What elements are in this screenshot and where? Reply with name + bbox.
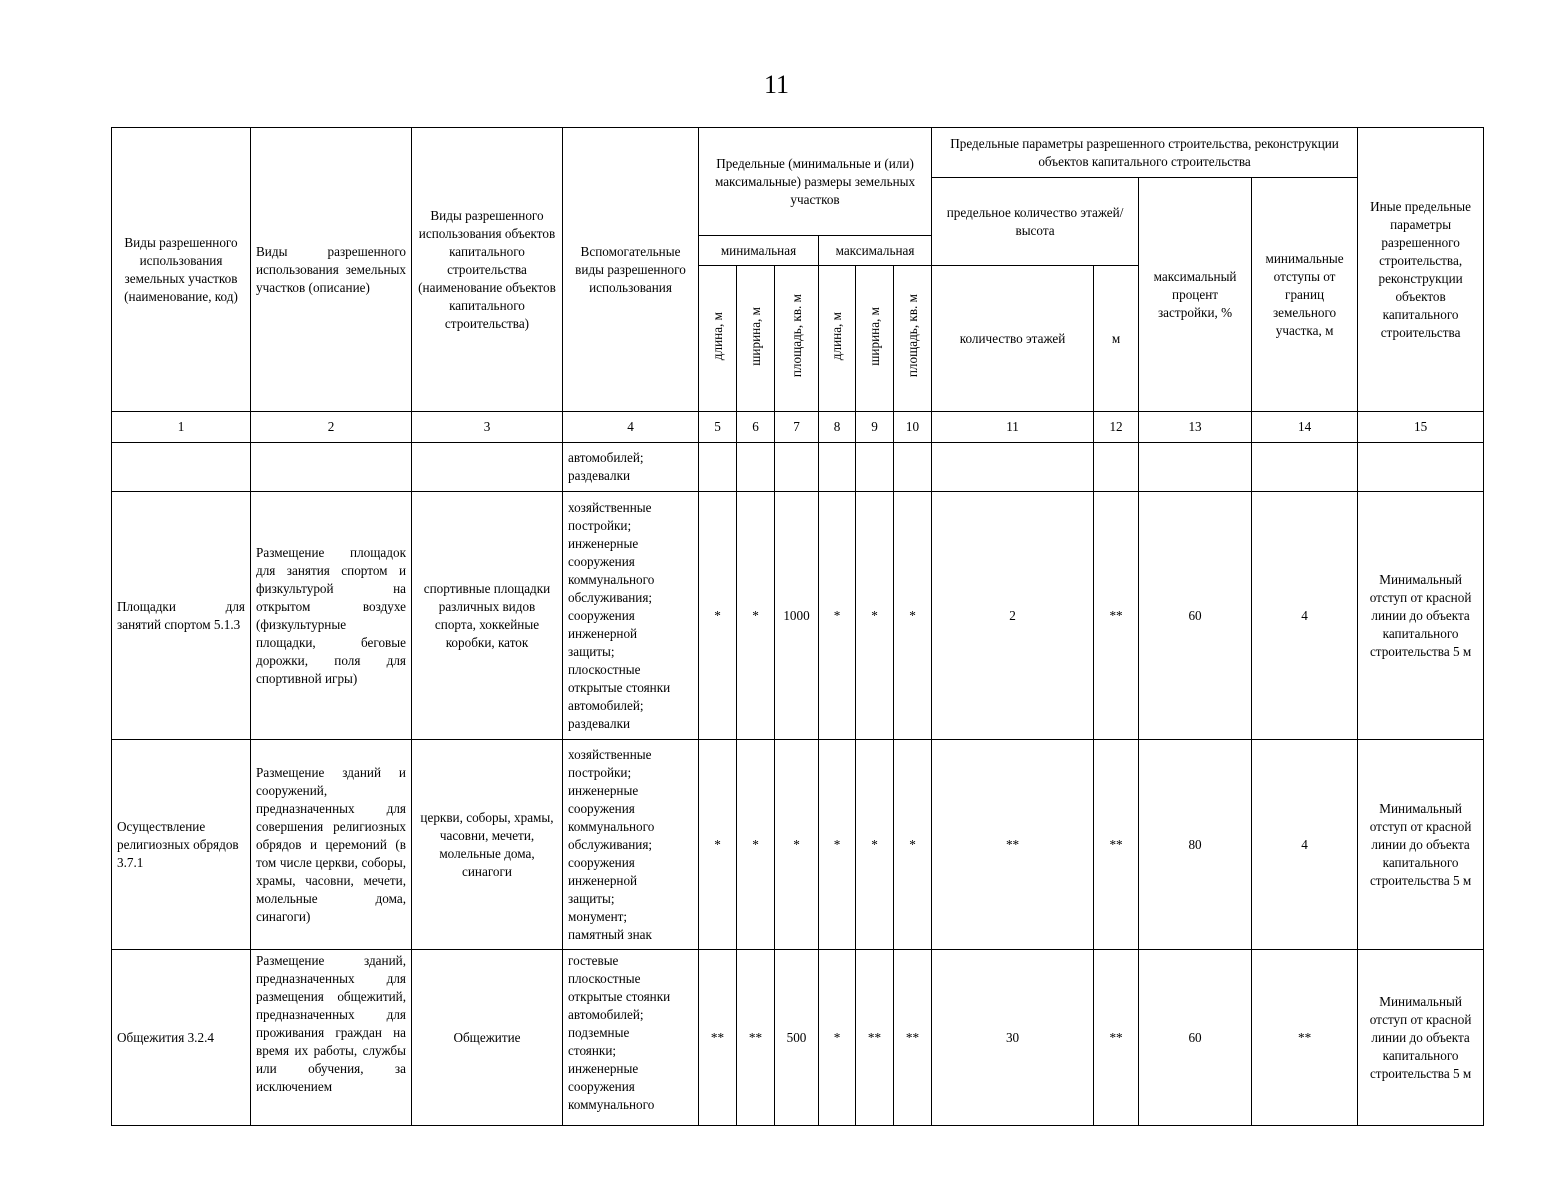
- cell-land-use: [112, 443, 251, 492]
- cell-max-area: [894, 443, 932, 492]
- col-number: 9: [856, 412, 894, 443]
- col-number: 13: [1139, 412, 1252, 443]
- cell-min-area: 500: [775, 950, 819, 1126]
- cell-land-use: Площадки для занятий спортом 5.1.3: [112, 492, 251, 740]
- cell-description: Размещение зданий, предназначенных для размещения общежитий, предназначенных для проживания граждан на время их работы, службы или обучения, за исключением: [251, 950, 412, 1126]
- table-row: [112, 950, 1484, 1126]
- table-row: [112, 740, 1484, 950]
- cell-land-use: Осуществление религиозных обрядов 3.7.1: [112, 740, 251, 950]
- cell-min-length: [699, 443, 737, 492]
- cell-setbacks: [1252, 443, 1358, 492]
- header-min-setbacks: минимальные отступы от границ земельного участка, м: [1252, 178, 1358, 412]
- header-other-params: Иные предельные параметры разрешенного строительства, реконструкции объектов капитального строительства: [1358, 128, 1484, 412]
- regulations-table: [111, 127, 1484, 1126]
- cell-min-length: *: [699, 492, 737, 740]
- cell-min-width: **: [737, 950, 775, 1126]
- col-number: 3: [412, 412, 563, 443]
- col-number: 6: [737, 412, 775, 443]
- header-building-params: Предельные параметры разрешенного строительства, реконструкции объектов капитального строительства: [932, 128, 1358, 178]
- cell-building-use: Общежитие: [412, 950, 563, 1126]
- header-minimum: минимальная: [699, 236, 819, 266]
- header-max-area: площадь, кв. м: [894, 266, 932, 412]
- cell-description: Размещение площадок для занятия спортом и физкультурой на открытом воздухе (физкультурные площадки, беговые дорожки, поля для спортивной игры): [251, 492, 412, 740]
- cell-max-width: **: [856, 950, 894, 1126]
- cell-min-width: *: [737, 740, 775, 950]
- table-row: [112, 443, 1484, 492]
- cell-min-width: [737, 443, 775, 492]
- header-row-1: [112, 128, 1484, 178]
- cell-building-use: церкви, соборы, храмы, часовни, мечети, молельные дома, синагоги: [412, 740, 563, 950]
- header-maximum: максимальная: [819, 236, 932, 266]
- header-auxiliary-use: Вспомогательные виды разрешенного использования: [563, 128, 699, 412]
- header-building-use: Виды разрешенного использования объектов капитального строительства (наименование объектов капитального строительства): [412, 128, 563, 412]
- col-number: 12: [1094, 412, 1139, 443]
- col-number: 2: [251, 412, 412, 443]
- cell-min-width: *: [737, 492, 775, 740]
- cell-max-length: [819, 443, 856, 492]
- cell-max-width: *: [856, 492, 894, 740]
- header-floors-count: количество этажей: [932, 266, 1094, 412]
- cell-min-area: [775, 443, 819, 492]
- cell-setbacks: **: [1252, 950, 1358, 1126]
- cell-building-use: [412, 443, 563, 492]
- cell-max-area: *: [894, 740, 932, 950]
- cell-max-length: *: [819, 740, 856, 950]
- header-land-use-description: Виды разрешенного использования земельных участков (описание): [251, 128, 412, 412]
- cell-min-area: 1000: [775, 492, 819, 740]
- cell-setbacks: 4: [1252, 492, 1358, 740]
- cell-description: [251, 443, 412, 492]
- cell-max-percent: 60: [1139, 492, 1252, 740]
- header-max-percent: максимальный процент застройки, %: [1139, 178, 1252, 412]
- col-number: 7: [775, 412, 819, 443]
- column-number-row: [112, 412, 1484, 443]
- cell-land-use: Общежития 3.2.4: [112, 950, 251, 1126]
- cell-height: **: [1094, 740, 1139, 950]
- cell-other: Минимальный отступ от красной линии до объекта капитального строительства 5 м: [1358, 492, 1484, 740]
- cell-max-length: *: [819, 492, 856, 740]
- cell-other: Минимальный отступ от красной линии до объекта капитального строительства 5 м: [1358, 950, 1484, 1126]
- header-min-length: длина, м: [699, 266, 737, 412]
- col-number: 5: [699, 412, 737, 443]
- cell-floors: 30: [932, 950, 1094, 1126]
- page-number: 11: [763, 70, 790, 99]
- cell-other: [1358, 443, 1484, 492]
- header-min-area: площадь, кв. м: [775, 266, 819, 412]
- cell-min-area: *: [775, 740, 819, 950]
- cell-height: [1094, 443, 1139, 492]
- cell-max-width: [856, 443, 894, 492]
- cell-floors: **: [932, 740, 1094, 950]
- cell-floors: [932, 443, 1094, 492]
- col-number: 15: [1358, 412, 1484, 443]
- cell-max-percent: 60: [1139, 950, 1252, 1126]
- cell-height: **: [1094, 950, 1139, 1126]
- col-number: 1: [112, 412, 251, 443]
- cell-max-length: *: [819, 950, 856, 1126]
- cell-max-area: *: [894, 492, 932, 740]
- header-floors-height: предельное количество этажей/высота: [932, 178, 1139, 266]
- cell-max-width: *: [856, 740, 894, 950]
- header-min-width: ширина, м: [737, 266, 775, 412]
- header-plot-sizes: Предельные (минимальные и (или) максимальные) размеры земельных участков: [699, 128, 932, 236]
- cell-max-percent: [1139, 443, 1252, 492]
- col-number: 4: [563, 412, 699, 443]
- cell-setbacks: 4: [1252, 740, 1358, 950]
- cell-min-length: *: [699, 740, 737, 950]
- cell-max-area: **: [894, 950, 932, 1126]
- cell-min-length: **: [699, 950, 737, 1126]
- col-number: 14: [1252, 412, 1358, 443]
- cell-auxiliary: хозяйственные постройки; инженерные сооружения коммунального обслуживания; сооружения инженерной защиты; плоскостные открытые стоянки автомобилей; раздевалки: [563, 492, 699, 740]
- header-max-length: длина, м: [819, 266, 856, 412]
- cell-auxiliary: автомобилей; раздевалки: [563, 443, 699, 492]
- cell-building-use: спортивные площадки различных видов спорта, хоккейные коробки, каток: [412, 492, 563, 740]
- cell-max-percent: 80: [1139, 740, 1252, 950]
- col-number: 8: [819, 412, 856, 443]
- cell-auxiliary: хозяйственные постройки; инженерные сооружения коммунального обслуживания; сооружения инженерной защиты; монумент; памятный знак: [563, 740, 699, 950]
- cell-floors: 2: [932, 492, 1094, 740]
- col-number: 11: [932, 412, 1094, 443]
- header-max-width: ширина, м: [856, 266, 894, 412]
- cell-height: **: [1094, 492, 1139, 740]
- cell-other: Минимальный отступ от красной линии до объекта капитального строительства 5 м: [1358, 740, 1484, 950]
- table-row: [112, 492, 1484, 740]
- header-land-use-name: Виды разрешенного использования земельных участков (наименование, код): [112, 128, 251, 412]
- cell-description: Размещение зданий и сооружений, предназначенных для совершения религиозных обрядов и церемоний (в том числе церкви, соборы, храмы, часовни, мечети, молельные дома, синагоги): [251, 740, 412, 950]
- col-number: 10: [894, 412, 932, 443]
- cell-auxiliary: гостевые плоскостные открытые стоянки автомобилей; подземные стоянки; инженерные сооружения коммунального: [563, 950, 699, 1126]
- header-height-m: м: [1094, 266, 1139, 412]
